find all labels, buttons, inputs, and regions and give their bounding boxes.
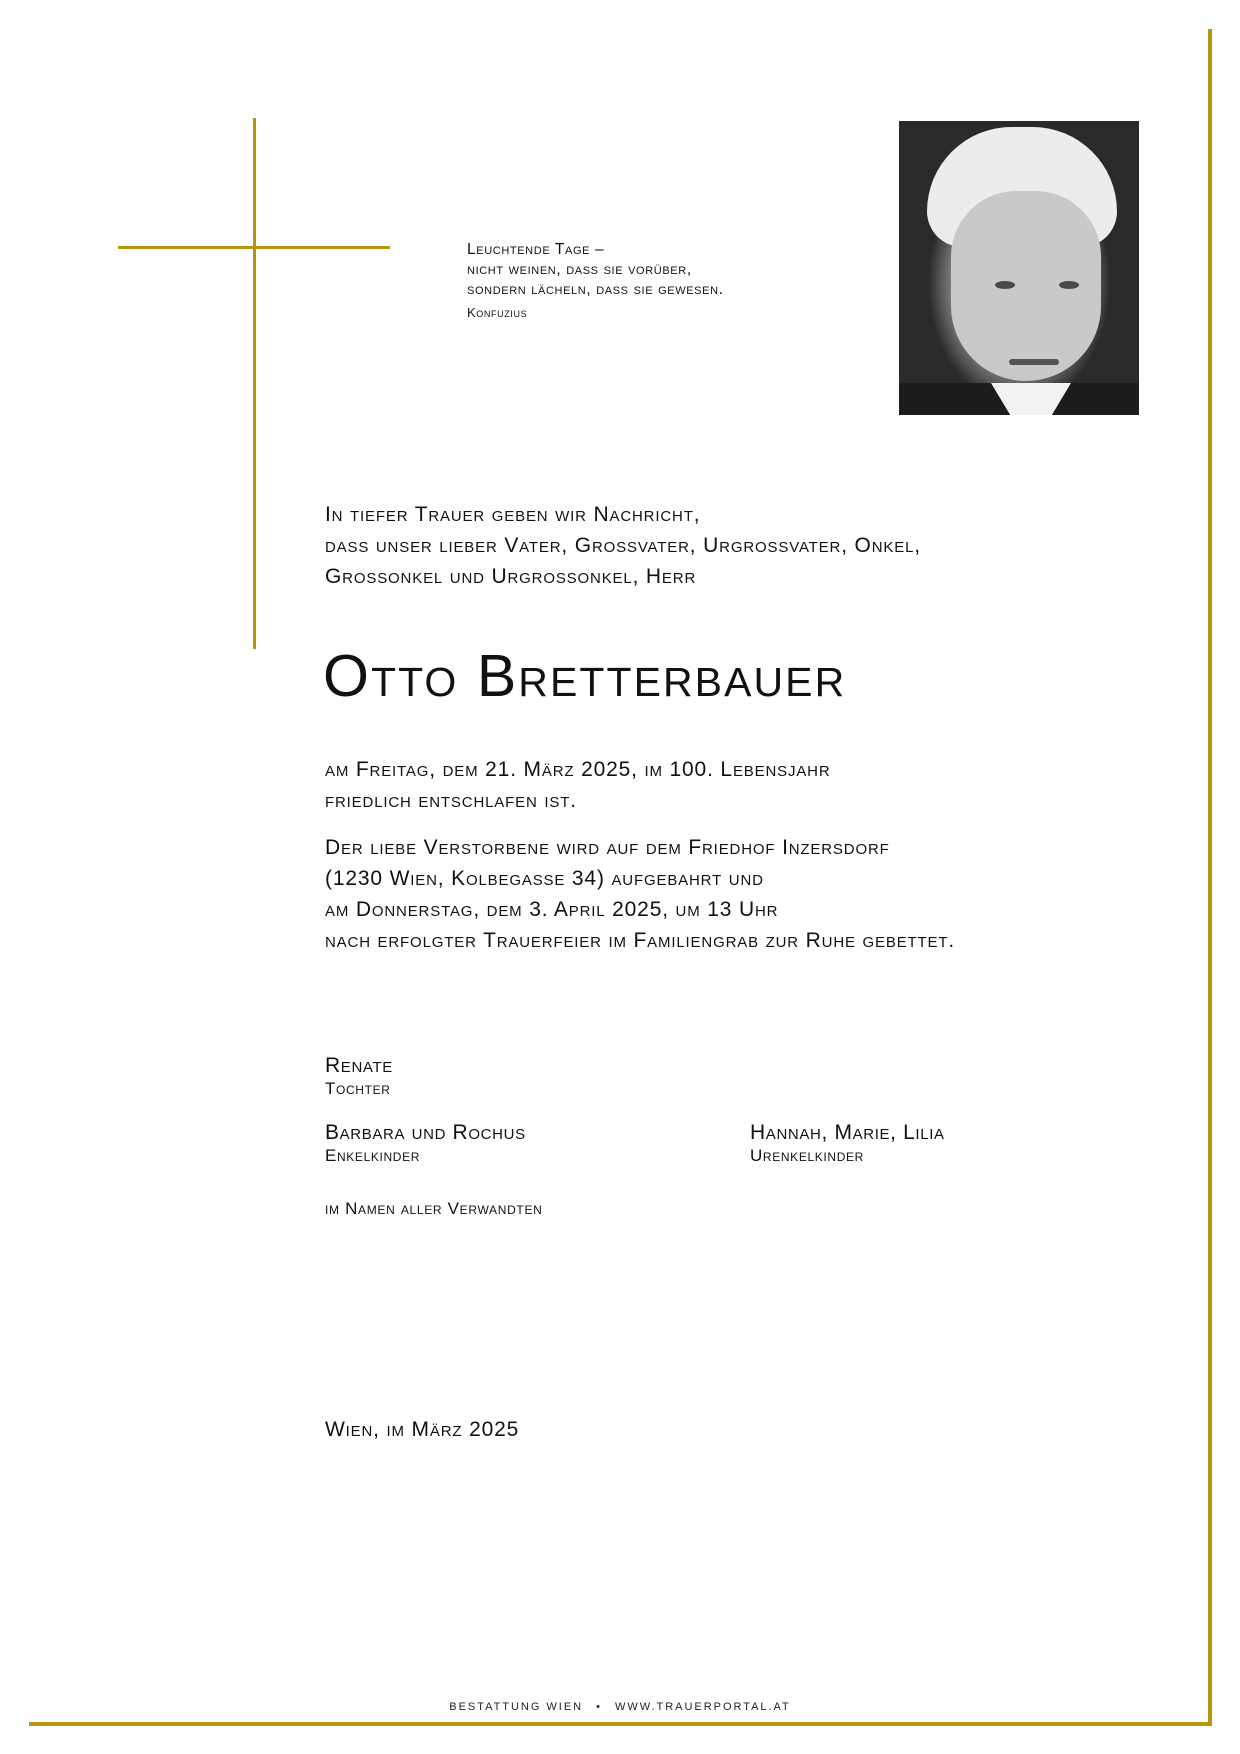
deceased-name: Otto Bretterbauer xyxy=(323,643,847,709)
relative-names: Hannah, Marie, Lilia xyxy=(750,1121,945,1144)
cross-vertical-bar xyxy=(253,118,256,649)
portrait-photo xyxy=(899,121,1139,415)
quote-line: sondern lächeln, dass sie gewesen. xyxy=(467,281,724,298)
bullet-separator-icon: • xyxy=(596,1701,602,1713)
quote-line: Leuchtende Tage – xyxy=(467,241,605,258)
quote-line: nicht weinen, dass sie vorüber, xyxy=(467,261,692,278)
burial-line: nach erfolgter Trauerfeier im Familiengrab zur Ruhe gebettet. xyxy=(325,929,956,952)
burial-line: (1230 Wien, Kolbegasse 34) aufgebahrt und xyxy=(325,867,764,890)
quote-author: Konfuzius xyxy=(467,305,528,320)
relative-daughter xyxy=(325,1052,393,1099)
burial-notice xyxy=(325,832,955,956)
relative-great-grandchildren xyxy=(750,1119,945,1166)
relative-names: Barbara und Rochus xyxy=(325,1121,526,1144)
relative-role: Tochter xyxy=(325,1079,391,1098)
quote-block xyxy=(467,240,724,321)
footer xyxy=(0,1701,1240,1713)
relative-names: Renate xyxy=(325,1054,393,1077)
announcement-intro xyxy=(325,499,921,592)
relative-role: Urenkelkinder xyxy=(750,1146,864,1165)
burial-line: am Donnerstag, dem 3. April 2025, um 13 Uhr xyxy=(325,898,779,921)
intro-line: dass unser lieber Vater, Grossvater, Urgrossvater, Onkel, xyxy=(325,534,921,557)
burial-line: Der liebe Verstorbene wird auf dem Friedhof Inzersdorf xyxy=(325,836,890,859)
place-date: Wien, im März 2025 xyxy=(325,1418,520,1441)
on-behalf-line: im Namen aller Verwandten xyxy=(325,1199,543,1218)
relative-grandchildren xyxy=(325,1119,526,1166)
right-border-line xyxy=(1208,29,1212,1725)
relative-role: Enkelkinder xyxy=(325,1146,421,1165)
cross-horizontal-bar xyxy=(118,246,390,249)
intro-line: Grossonkel und Urgrossonkel, Herr xyxy=(325,565,697,588)
death-line: friedlich entschlafen ist. xyxy=(325,789,577,812)
footer-website-link[interactable]: WWW.TRAUERPORTAL.AT xyxy=(615,1701,791,1713)
intro-line: In tiefer Trauer geben wir Nachricht, xyxy=(325,503,701,526)
death-notice xyxy=(325,754,831,816)
footer-company: BESTATTUNG WIEN xyxy=(449,1701,584,1713)
bottom-border-line xyxy=(29,1722,1212,1726)
death-line: am Freitag, dem 21. März 2025, im 100. Lebensjahr xyxy=(325,758,831,781)
